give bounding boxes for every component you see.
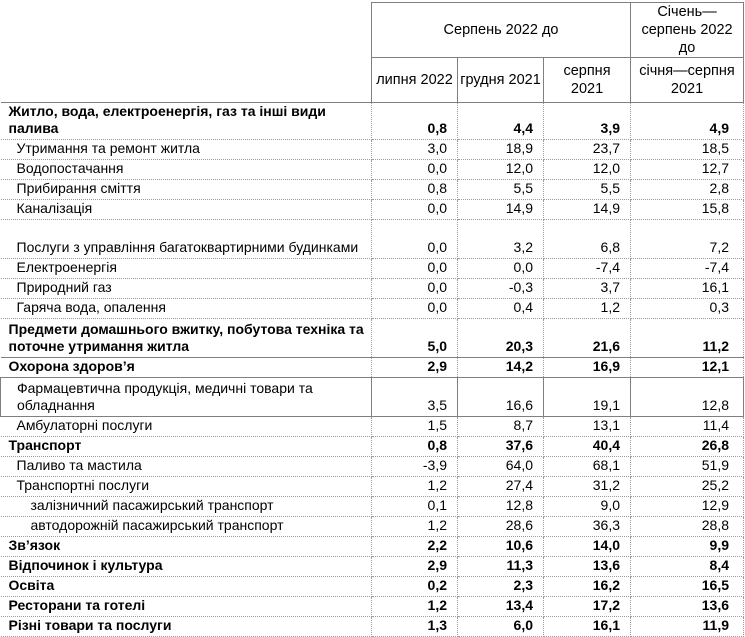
table-row	[1, 457, 744, 477]
row-label: Водопостачання	[1, 160, 372, 180]
value-cell: 8,4	[631, 557, 744, 577]
value-cell: 11,9	[631, 617, 744, 637]
price-index-table	[0, 2, 744, 637]
value-cell: 12,8	[458, 497, 544, 517]
row-label: Зв’язок	[1, 537, 372, 557]
value-cell: 28,6	[458, 517, 544, 537]
value-cell: 10,6	[458, 537, 544, 557]
table-row	[1, 378, 744, 417]
value-cell: 0,0	[372, 279, 458, 299]
table-row	[1, 557, 744, 577]
value-cell: 4,4	[458, 103, 544, 140]
value-cell: 19,1	[544, 378, 631, 417]
value-cell: 3,7	[544, 279, 631, 299]
value-cell: -7,4	[631, 259, 744, 279]
row-label: Транспортні послуги	[1, 477, 372, 497]
table-row	[1, 577, 744, 597]
value-cell: 28,8	[631, 517, 744, 537]
value-cell: 16,1	[631, 279, 744, 299]
header-sub-row	[1, 58, 744, 103]
value-cell: 1,2	[372, 517, 458, 537]
table-row	[1, 497, 744, 517]
value-cell: 1,5	[372, 417, 458, 437]
table-header	[1, 3, 744, 103]
row-label: Житло, вода, електроенергія, газ та інші види палива	[1, 103, 372, 140]
value-cell: 36,3	[544, 517, 631, 537]
value-cell: 2,3	[458, 577, 544, 597]
value-cell: 5,5	[544, 180, 631, 200]
row-label: Предмети домашнього вжитку, побутова техніка та поточне утримання житла	[1, 319, 372, 358]
table-row	[1, 437, 744, 457]
value-cell: 21,6	[544, 319, 631, 358]
value-cell: 16,2	[544, 577, 631, 597]
value-cell: 1,2	[372, 597, 458, 617]
value-cell: 31,2	[544, 477, 631, 497]
value-cell: 0,0	[372, 259, 458, 279]
value-cell: 6,8	[544, 220, 631, 259]
value-cell: 13,1	[544, 417, 631, 437]
value-cell: 68,1	[544, 457, 631, 477]
value-cell: 14,0	[544, 537, 631, 557]
row-label: Відпочинок і культура	[1, 557, 372, 577]
header-group-row	[1, 3, 744, 58]
value-cell: 12,0	[458, 160, 544, 180]
value-cell: 15,8	[631, 200, 744, 220]
value-cell: 2,8	[631, 180, 744, 200]
value-cell: 0,3	[631, 299, 744, 319]
value-cell: 0,0	[372, 220, 458, 259]
row-label: Фармацевтична продукція, медичні товари та обладнання	[1, 378, 372, 417]
value-cell: 0,8	[372, 180, 458, 200]
value-cell: 3,5	[372, 378, 458, 417]
value-cell: 13,4	[458, 597, 544, 617]
value-cell: 0,8	[372, 437, 458, 457]
column-group-header: Серпень 2022 до	[372, 3, 631, 58]
period-column-header-bottom: січня—серпня 2021	[631, 58, 744, 103]
value-cell: 3,0	[372, 140, 458, 160]
value-cell: 25,2	[631, 477, 744, 497]
row-label: Утримання та ремонт житла	[1, 140, 372, 160]
value-cell: 3,2	[458, 220, 544, 259]
value-cell: 16,9	[544, 358, 631, 378]
row-label: Гаряча вода, опалення	[1, 299, 372, 319]
row-label: автодорожній пасажирський транспорт	[1, 517, 372, 537]
value-cell: 40,4	[544, 437, 631, 457]
value-cell: 16,1	[544, 617, 631, 637]
table-row	[1, 220, 744, 259]
subcolumn-header-august-2021: серпня 2021	[544, 58, 631, 103]
value-cell: -3,9	[372, 457, 458, 477]
value-cell: 2,9	[372, 358, 458, 378]
value-cell: 12,1	[631, 358, 744, 378]
table-row	[1, 180, 744, 200]
value-cell: 0,0	[372, 299, 458, 319]
value-cell: 7,2	[631, 220, 744, 259]
row-label: Транспорт	[1, 437, 372, 457]
stub-header-cell-2	[1, 58, 372, 103]
row-label: Паливо та мастила	[1, 457, 372, 477]
value-cell: 5,0	[372, 319, 458, 358]
table-row	[1, 537, 744, 557]
row-label: Каналізація	[1, 200, 372, 220]
value-cell: 16,5	[631, 577, 744, 597]
value-cell: 14,9	[544, 200, 631, 220]
table-row	[1, 140, 744, 160]
table-row	[1, 358, 744, 378]
table-row	[1, 103, 744, 140]
table-row	[1, 160, 744, 180]
value-cell: 1,2	[372, 477, 458, 497]
value-cell: 6,0	[458, 617, 544, 637]
table-body	[1, 103, 744, 637]
value-cell: 9,9	[631, 537, 744, 557]
table-row	[1, 319, 744, 358]
value-cell: 9,0	[544, 497, 631, 517]
row-label: Різні товари та послуги	[1, 617, 372, 637]
value-cell: 23,7	[544, 140, 631, 160]
subcolumn-header-december-2021: грудня 2021	[458, 58, 544, 103]
row-label: Прибирання сміття	[1, 180, 372, 200]
value-cell: 20,3	[458, 319, 544, 358]
table-row	[1, 517, 744, 537]
value-cell: 5,5	[458, 180, 544, 200]
value-cell: 2,9	[372, 557, 458, 577]
row-label: Освіта	[1, 577, 372, 597]
value-cell: 13,6	[544, 557, 631, 577]
value-cell: 1,2	[544, 299, 631, 319]
table-row	[1, 200, 744, 220]
row-label: Охорона здоров’я	[1, 358, 372, 378]
period-column-header-top: Січень—серпень 2022 до	[631, 3, 744, 58]
value-cell: 0,0	[458, 259, 544, 279]
value-cell: 11,4	[631, 417, 744, 437]
table-row	[1, 417, 744, 437]
value-cell: 26,8	[631, 437, 744, 457]
value-cell: 1,3	[372, 617, 458, 637]
value-cell: 18,9	[458, 140, 544, 160]
value-cell: 11,3	[458, 557, 544, 577]
row-label: залізничний пасажирський транспорт	[1, 497, 372, 517]
value-cell: 17,2	[544, 597, 631, 617]
table-row	[1, 279, 744, 299]
value-cell: 11,2	[631, 319, 744, 358]
table-row	[1, 617, 744, 637]
value-cell: 8,7	[458, 417, 544, 437]
table-row	[1, 299, 744, 319]
value-cell: 12,8	[631, 378, 744, 417]
value-cell: 0,0	[372, 200, 458, 220]
row-label: Послуги з управління багатоквартирними будинками	[1, 220, 372, 259]
value-cell: 4,9	[631, 103, 744, 140]
value-cell: 0,1	[372, 497, 458, 517]
table-row	[1, 597, 744, 617]
value-cell: 13,6	[631, 597, 744, 617]
table-row	[1, 259, 744, 279]
value-cell: 12,0	[544, 160, 631, 180]
value-cell: 0,2	[372, 577, 458, 597]
value-cell: 3,9	[544, 103, 631, 140]
value-cell: 0,8	[372, 103, 458, 140]
value-cell: 0,0	[372, 160, 458, 180]
stub-header-cell	[1, 3, 372, 58]
table-row	[1, 477, 744, 497]
value-cell: 27,4	[458, 477, 544, 497]
value-cell: 14,2	[458, 358, 544, 378]
value-cell: 64,0	[458, 457, 544, 477]
value-cell: 18,5	[631, 140, 744, 160]
value-cell: 12,9	[631, 497, 744, 517]
row-label: Ресторани та готелі	[1, 597, 372, 617]
value-cell: 14,9	[458, 200, 544, 220]
value-cell: 51,9	[631, 457, 744, 477]
value-cell: 16,6	[458, 378, 544, 417]
value-cell: 2,2	[372, 537, 458, 557]
subcolumn-header-july-2022: липня 2022	[372, 58, 458, 103]
value-cell: 37,6	[458, 437, 544, 457]
value-cell: 0,4	[458, 299, 544, 319]
value-cell: 12,7	[631, 160, 744, 180]
value-cell: -7,4	[544, 259, 631, 279]
value-cell: -0,3	[458, 279, 544, 299]
row-label: Природний газ	[1, 279, 372, 299]
row-label: Амбулаторні послуги	[1, 417, 372, 437]
row-label: Електроенергія	[1, 259, 372, 279]
